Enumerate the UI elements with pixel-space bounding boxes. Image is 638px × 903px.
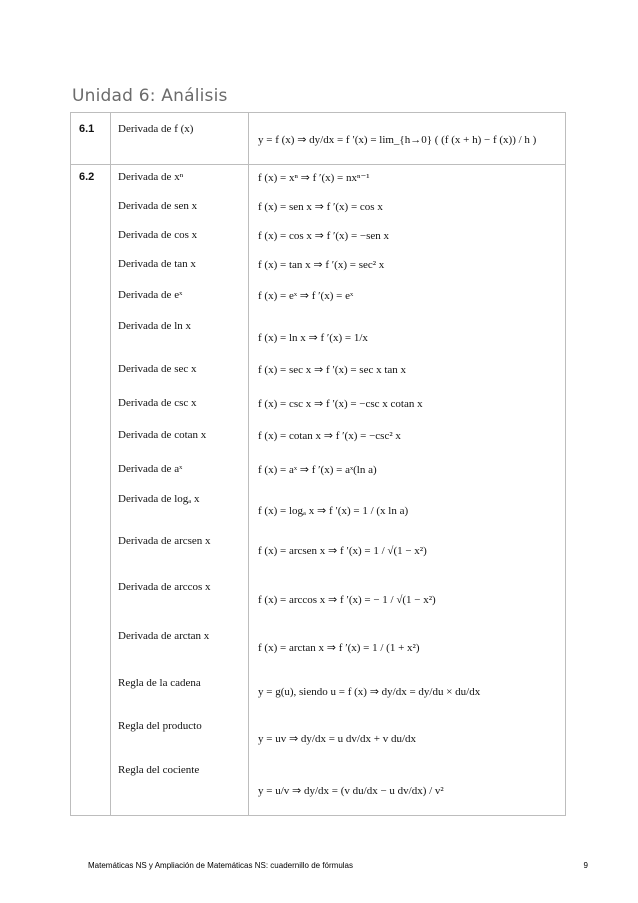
page-number: 9 (583, 861, 588, 870)
derivative-label: Derivada de eˣ (118, 289, 183, 301)
derivative-formula: y = f (x) ⇒ dy/dx = f ′(x) = lim_{h→0} ( (f (x + h) − f (x)) / h ) (258, 134, 537, 146)
derivative-formula: f (x) = eˣ ⇒ f ′(x) = eˣ (258, 290, 354, 302)
rule-formula: y = uv ⇒ dy/dx = u dv/dx + v du/dx (258, 733, 416, 745)
derivative-formula: f (x) = arcsen x ⇒ f ′(x) = 1 / √(1 − x²) (258, 545, 427, 557)
rule-formula: y = g(u), siendo u = f (x) ⇒ dy/dx = dy/du × du/dx (258, 686, 481, 698)
derivative-label: Derivada de sen x (118, 200, 198, 212)
derivative-label: Derivada de arccos x (118, 581, 211, 593)
derivative-formula: f (x) = logₐ x ⇒ f ′(x) = 1 / (x ln a) (258, 505, 409, 517)
derivative-formula: f (x) = sec x ⇒ f ′(x) = sec x tan x (258, 364, 407, 376)
derivative-label: Derivada de csc x (118, 397, 197, 409)
derivative-formula: f (x) = arctan x ⇒ f ′(x) = 1 / (1 + x²) (258, 642, 420, 654)
derivative-formula: f (x) = sen x ⇒ f ′(x) = cos x (258, 201, 383, 213)
derivative-label: Derivada de aˣ (118, 463, 183, 475)
section-number: 6.1 (79, 123, 95, 135)
page-footer (88, 861, 588, 870)
column-divider (248, 113, 249, 815)
derivative-label: Derivada de logₐ x (118, 493, 200, 505)
formula-table (70, 112, 566, 816)
derivative-formula: f (x) = tan x ⇒ f ′(x) = sec² x (258, 259, 385, 271)
rule-label: Regla de la cadena (118, 677, 201, 689)
rule-label: Regla del cociente (118, 764, 200, 776)
derivative-label: Derivada de sec x (118, 363, 197, 375)
rule-formula: y = u/v ⇒ dy/dx = (v du/dx − u dv/dx) / v² (258, 785, 444, 797)
derivative-label: Derivada de cotan x (118, 429, 207, 441)
derivative-formula: f (x) = cos x ⇒ f ′(x) = −sen x (258, 230, 390, 242)
derivative-label: Derivada de f (x) (118, 123, 194, 135)
section-divider (71, 164, 565, 165)
derivative-label: Derivada de arctan x (118, 630, 210, 642)
derivative-label: Derivada de ln x (118, 320, 191, 332)
column-divider (110, 113, 111, 815)
derivative-label: Derivada de tan x (118, 258, 196, 270)
section-number: 6.2 (79, 171, 95, 183)
rule-label: Regla del producto (118, 720, 202, 732)
derivative-formula: f (x) = cotan x ⇒ f ′(x) = −csc² x (258, 430, 401, 442)
derivative-formula: f (x) = aˣ ⇒ f ′(x) = aˣ(ln a) (258, 464, 377, 476)
derivative-formula: f (x) = ln x ⇒ f ′(x) = 1/x (258, 332, 368, 344)
derivative-formula: f (x) = xⁿ ⇒ f ′(x) = nxⁿ⁻¹ (258, 172, 370, 184)
derivative-label: Derivada de xⁿ (118, 171, 184, 183)
derivative-formula: f (x) = arccos x ⇒ f ′(x) = − 1 / √(1 − x²) (258, 594, 436, 606)
derivative-label: Derivada de arcsen x (118, 535, 211, 547)
footer-text: Matemáticas NS y Ampliación de Matemáticas NS: cuadernillo de fórmulas (88, 861, 353, 870)
derivative-formula: f (x) = csc x ⇒ f ′(x) = −csc x cotan x (258, 398, 423, 410)
page-title: Unidad 6: Análisis (72, 86, 228, 106)
derivative-label: Derivada de cos x (118, 229, 198, 241)
